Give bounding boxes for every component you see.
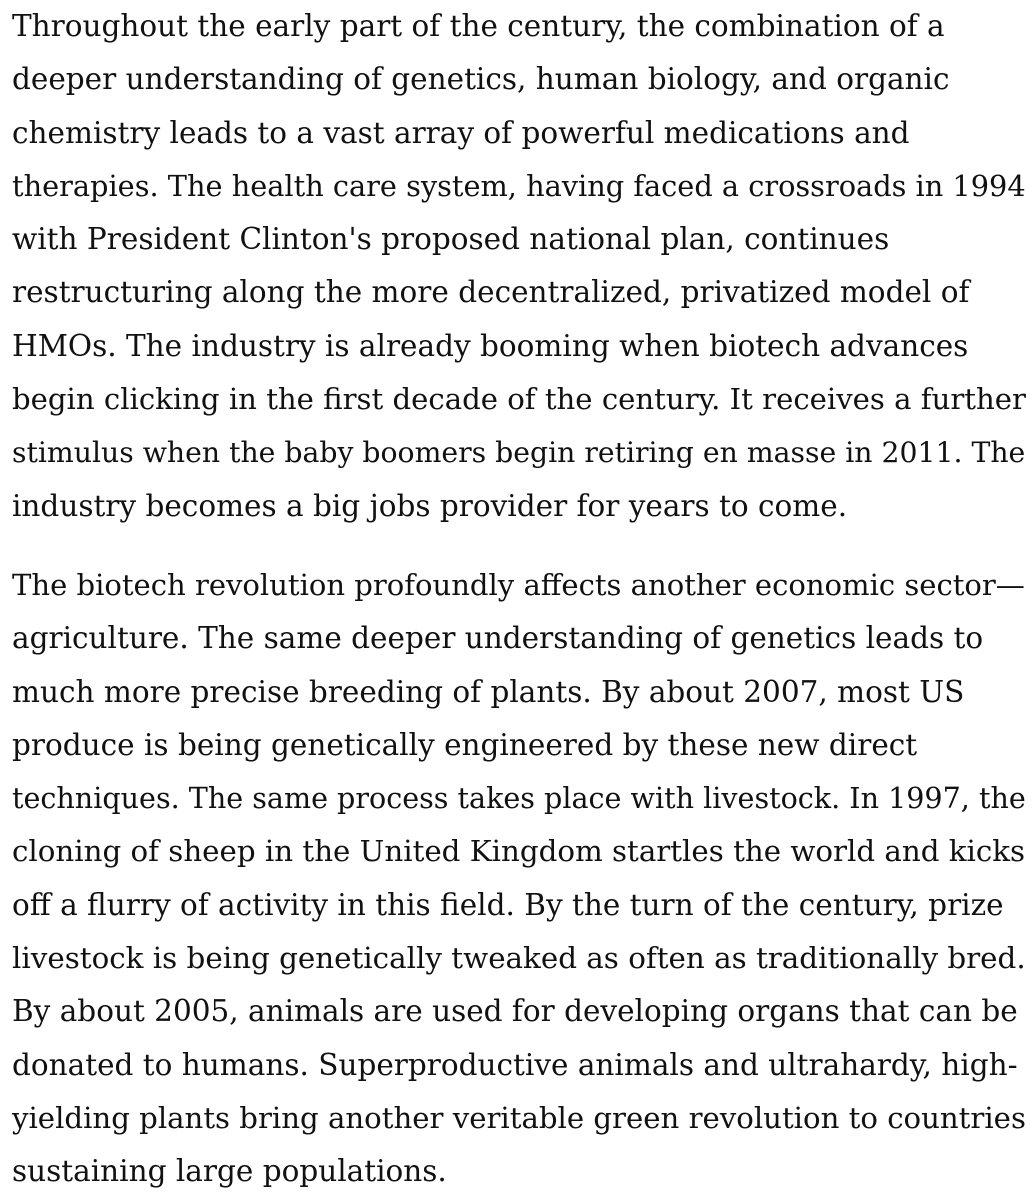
text-line: donated to humans. Superproductive animals and ultrahardy, high- xyxy=(12,1047,1018,1082)
text-line: therapies. The health care system, having faced a crossroads in 1994 xyxy=(12,168,1026,203)
text-line: with President Clinton's proposed national plan, continues xyxy=(12,222,890,257)
text-line: By about 2005, animals are used for developing organs that can be xyxy=(12,994,1018,1029)
text-line: livestock is being genetically tweaked as often as traditionally bred. xyxy=(12,941,1026,976)
text-line: techniques. The same process takes place with livestock. In 1997, the xyxy=(12,781,1026,816)
text-line: The biotech revolution profoundly affects another economic sector— xyxy=(12,567,1025,602)
text-line: much more precise breeding of plants. By about 2007, most US xyxy=(12,674,965,709)
text-line: Throughout the early part of the century, the combination of a xyxy=(12,9,945,43)
text-line: chemistry leads to a vast array of powerful medications and xyxy=(12,115,910,150)
text-line: begin clicking in the first decade of the century. It receives a further xyxy=(12,382,1026,417)
text-line: agriculture. The same deeper understanding of genetics leads to xyxy=(12,621,984,656)
text-line: off a flurry of activity in this field. By the turn of the century, prize xyxy=(12,887,1004,922)
paragraph-agriculture xyxy=(12,559,1026,1199)
text-line: produce is being genetically engineered by these new direct xyxy=(12,727,918,762)
text-line: stimulus when the baby boomers begin retiring en masse in 2011. The xyxy=(12,436,1026,470)
text-line: yielding plants bring another veritable green revolution to countries xyxy=(12,1100,1026,1135)
text-line: restructuring along the more decentralized, privatized model of xyxy=(12,275,970,310)
article-body xyxy=(12,0,1026,1199)
text-line: cloning of sheep in the United Kingdom startles the world and kicks xyxy=(12,834,1026,869)
text-line: HMOs. The industry is already booming when biotech advances xyxy=(12,328,969,363)
paragraph-healthcare xyxy=(12,0,1026,533)
text-line: deeper understanding of genetics, human biology, and organic xyxy=(12,62,950,97)
text-line: sustaining large populations. xyxy=(12,1154,447,1189)
text-line: industry becomes a big jobs provider for years to come. xyxy=(12,488,848,523)
